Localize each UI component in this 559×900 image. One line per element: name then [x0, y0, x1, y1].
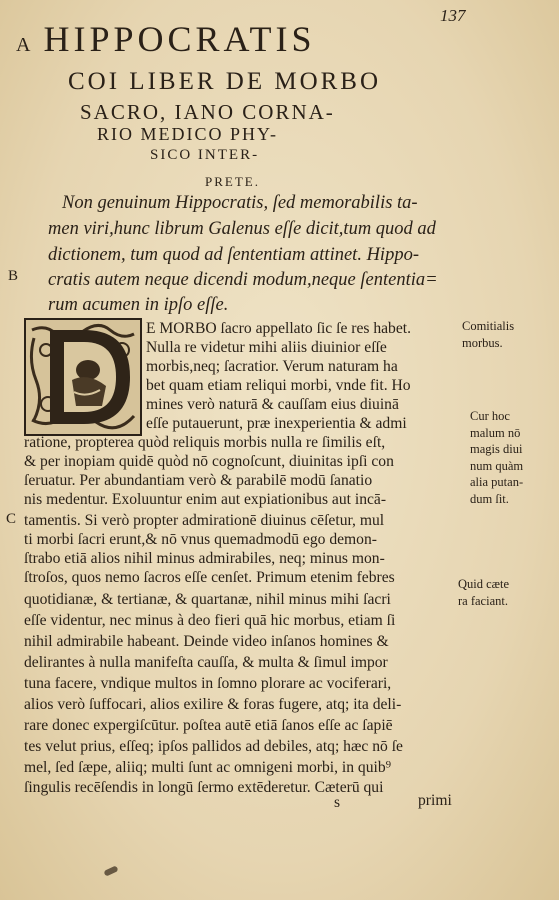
margin-mark-a: A: [16, 34, 31, 56]
body-line: tuna facere, vndique multos in ſomno plorare ac vociferari,: [24, 675, 392, 692]
body-line: ſingulis recēſendis in longū ſermo extēderetur. Cæterū qui: [24, 779, 384, 796]
signature-mark: s: [334, 794, 341, 811]
title-line-2: COI LIBER DE MORBO: [68, 68, 382, 95]
body-line: ratione, propterea quòd reliquis morbis nulla re ſimilis eſt,: [24, 434, 386, 451]
side-note-line: alia putan-: [470, 475, 524, 489]
body-line: mines verò naturā & cauſſam eius diuinā: [146, 396, 399, 413]
body-line: ſeruatur. Per abundantiam verò & parabilē modū ſanatio: [24, 472, 373, 489]
side-note-line: morbus.: [462, 335, 503, 350]
side-note-line: num quàm: [470, 458, 524, 473]
body-line: nihil admirabile habeant. Deinde video inſanos homines &: [24, 633, 389, 650]
side-note: [462, 320, 514, 349]
body-line: mel, ſed ſæpe, aliiq; multi ſunt ac omnigeni morbi, in quib⁹: [24, 759, 392, 776]
side-note-line: malum nō: [470, 425, 521, 440]
body-line: & per inopiam quidē quòd nō cognoſcunt, diuinitas ipſi con: [24, 453, 394, 470]
side-note-line: ra faciant.: [458, 593, 508, 608]
side-note-line: dum ſit.: [470, 491, 509, 506]
body-line: ti morbi ſacri erunt,& nō vnus quemadmodū ego demon-: [24, 531, 377, 548]
body-line: tes velut prius, eſſeq; ipſos pallidos ad debiles, atq; hæc nō ſe: [24, 738, 403, 755]
side-note: [470, 410, 523, 505]
body-line: Nulla re videtur mihi aliis diuinior eſſe: [146, 339, 387, 356]
initial-d-illustration: [26, 320, 140, 434]
preface-line: cratis autem neque dicendi modum,neque ſententia=: [48, 270, 438, 290]
title-main: HIPPOCRATIS: [43, 19, 316, 59]
side-note-line: magis diui: [470, 442, 523, 456]
side-note-line: Quid cæte: [458, 577, 510, 591]
title-line-1: [16, 18, 316, 60]
side-note-line: Comitialis: [462, 319, 515, 333]
margin-mark-b: B: [8, 268, 19, 284]
body-line: bet quam etiam reliqui morbi, vnde fit. Ho: [146, 377, 411, 394]
title-line-4: RIO MEDICO PHY-: [97, 124, 279, 144]
body-line: ſtroſos, quos nemo ſacros eſſe cenſet. Primum etenim febres: [24, 569, 395, 586]
body-line: delirantes à nulla manifeſta cauſſa, & multa & ſimul impor: [24, 654, 388, 671]
preface-line: dictionem, tum quod ad ſententiam attinet. Hippo-: [48, 245, 419, 265]
body-line: quotidianæ, & tertianæ, & quartanæ, nihil minus mihi ſacri: [24, 591, 391, 608]
title-line-6: PRETE.: [205, 174, 260, 189]
preface-line: Non genuinum Hippocratis, ſed memorabilis ta-: [62, 193, 418, 213]
margin-mark-c: C: [6, 511, 17, 527]
side-note-line: Cur hoc: [470, 409, 510, 423]
body-line: eſſe putauerunt, præ inexperientia & admi: [146, 415, 407, 432]
title-line-5: SICO INTER-: [150, 147, 260, 163]
title-line-3: SACRO, IANO CORNA-: [80, 100, 335, 124]
body-line: nis medentur. Exoluuntur enim aut expiationibus aut incā-: [24, 491, 387, 508]
catchword: primi: [418, 792, 452, 809]
preface-line: rum acumen in ipſo eſſe.: [48, 295, 229, 315]
body-line: tamentis. Si verò propter admirationē diuinus cēſetur, mul: [24, 512, 385, 529]
body-line: E MORBO ſacro appellato ſic ſe res habet.: [146, 320, 412, 337]
body-line: eſſe videntur, nec minus à deo fieri quā hic morbus, etiam ſi: [24, 612, 396, 629]
decorated-initial: [24, 318, 142, 436]
body-line: morbis,neq; ſacratior. Verum naturam ha: [146, 358, 398, 375]
ink-mark: [103, 865, 118, 876]
body-line: ſtrabo etiā alios nihil minus admirabiles, neq; minus mon-: [24, 550, 385, 567]
page-number: 137: [440, 6, 466, 25]
body-line: alios verò ſuffocari, alios exilire & foras fugere, atq; ita deli-: [24, 696, 402, 713]
preface-line: men viri,hunc librum Galenus eſſe dicit,tum quod ad: [48, 219, 436, 239]
body-line: rare donec expergiſcūtur. poſtea autē etiā ſanos eſſe ac ſapiē: [24, 717, 393, 734]
side-note: [458, 578, 509, 607]
